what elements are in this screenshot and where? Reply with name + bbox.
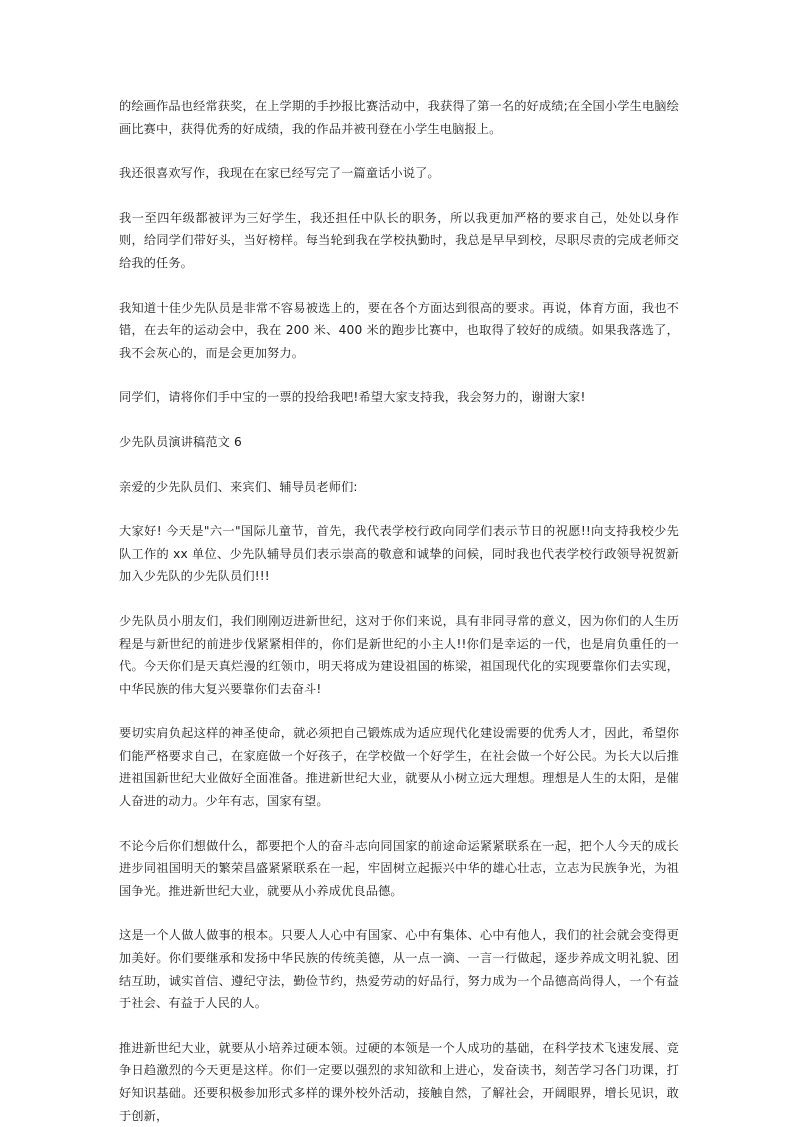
paragraph-gap <box>119 275 679 297</box>
paragraph-8: 大家好! 今天是"六一"国际儿童节，首先，我代表学校行政向同学们表示节日的祝愿!!向支持我校少先队工作的 xx 单位、少先队辅导员们表示崇高的敬意和诚挚的问候，同时我也代表学校行政领导祝贺新加入少先队的少先队员们!!! <box>119 524 679 584</box>
document-page <box>119 95 679 1127</box>
paragraph-13: 推进新世纪大业，就要从小培养过硬本领。过硬的本领是一个人成功的基础，在科学技术飞速发展、竞争日趋激烈的今天更是这样。你们一定要以强烈的求知欲和上进心，发奋读书，刻苦学习各门功课，打好知识基础。还要积极参加形式多样的课外校外活动，接触自然，了解社会，开阔眼界，增长见识，敢于创新， <box>119 1040 679 1123</box>
paragraph-gap <box>119 140 679 162</box>
paragraph-10: 要切实肩负起这样的神圣使命，就必须把自己锻炼成为适应现代化建设需要的优秀人才，因此，希望你们能严格要求自己，在家庭做一个好孩子，在学校做一个好学生，在社会做一个好公民。为长大以后推进祖国新世纪大业做好全面准备。推进新世纪大业，就要从小树立远大理想。理想是人生的太阳，是催人奋进的动力。少年有志，国家有望。 <box>119 726 679 809</box>
paragraph-gap <box>119 409 679 431</box>
paragraph-3: 我一至四年级都被评为三好学生，我还担任中队长的职务，所以我更加严格的要求自己，处处以身作则，给同学们带好头，当好榜样。每当轮到我在学校执勤时，我总是早早到校，尽职尽责的完成老师交给我的任务。 <box>119 210 679 270</box>
paragraph-gap <box>119 700 679 722</box>
paragraph-4: 我知道十佳少先队员是非常不容易被选上的，要在各个方面达到很高的要求。再说，体育方面，我也不错，在去年的运动会中，我在 200 米、400 米的跑步比赛中，也取得了较好的成绩。如果我落选了，我不会灰心的，而是会更加努力。 <box>119 300 679 360</box>
paragraph-9: 少先队员小朋友们，我们刚刚迈进新世纪，这对于你们来说，具有非同寻常的意义，因为你们的人生历程是与新世纪的前进步伐紧紧相伴的，你们是新世纪的小主人!!你们是幸运的一代，也是肩负重任的一代。今天你们是天真烂漫的红领巾，明天将成为建设祖国的栋梁，祖国现代化的实现要靠你们去实现，中华民族的伟大复兴要靠你们去奋斗! <box>119 613 679 696</box>
paragraph-1: 的绘画作品也经常获奖，在上学期的手抄报比赛活动中，我获得了第一名的好成绩;在全国小学生电脑绘画比赛中，获得优秀的好成绩，我的作品并被刊登在小学生电脑报上。 <box>119 99 679 136</box>
paragraph-5: 同学们，请将你们手中宝的一票的投给我吧!希望大家支持我，我会努力的，谢谢大家! <box>119 390 586 405</box>
paragraph-gap <box>119 185 679 207</box>
paragraph-gap <box>119 588 679 610</box>
paragraph-gap <box>119 364 679 386</box>
paragraph-2: 我还很喜欢写作，我现在在家已经写完了一篇童话小说了。 <box>119 166 440 181</box>
paragraph-gap <box>119 1015 679 1037</box>
paragraph-11: 不论今后你们想做什么，都要把个人的奋斗志向同国家的前途命运紧紧联系在一起，把个人今天的成长进步同祖国明天的繁荣昌盛紧紧联系在一起，牢固树立起振兴中华的雄心壮志，立志为民族争光，为祖国争光。推进新世纪大业，就要从小养成优良品德。 <box>119 838 679 898</box>
paragraph-gap <box>119 454 679 476</box>
paragraph-gap <box>119 902 679 924</box>
section-heading: 少先队员演讲稿范文 6 <box>119 434 242 449</box>
paragraph-gap <box>119 813 679 835</box>
salutation: 亲爱的少先队员们、来宾们、辅导员老师们: <box>119 479 358 494</box>
paragraph-12: 这是一个人做人做事的根本。只要人人心中有国家、心中有集体、心中有他人，我们的社会就会变得更加美好。你们要继承和发扬中华民族的传统美德，从一点一滴、一言一行做起，逐步养成文明礼貌、团结互助，诚实首信、遵纪守法，勤俭节约，热爱劳动的好品行，努力成为一个品德高尚得人，一个有益于社会、有益于人民的人。 <box>119 928 679 1011</box>
paragraph-gap <box>119 498 679 520</box>
